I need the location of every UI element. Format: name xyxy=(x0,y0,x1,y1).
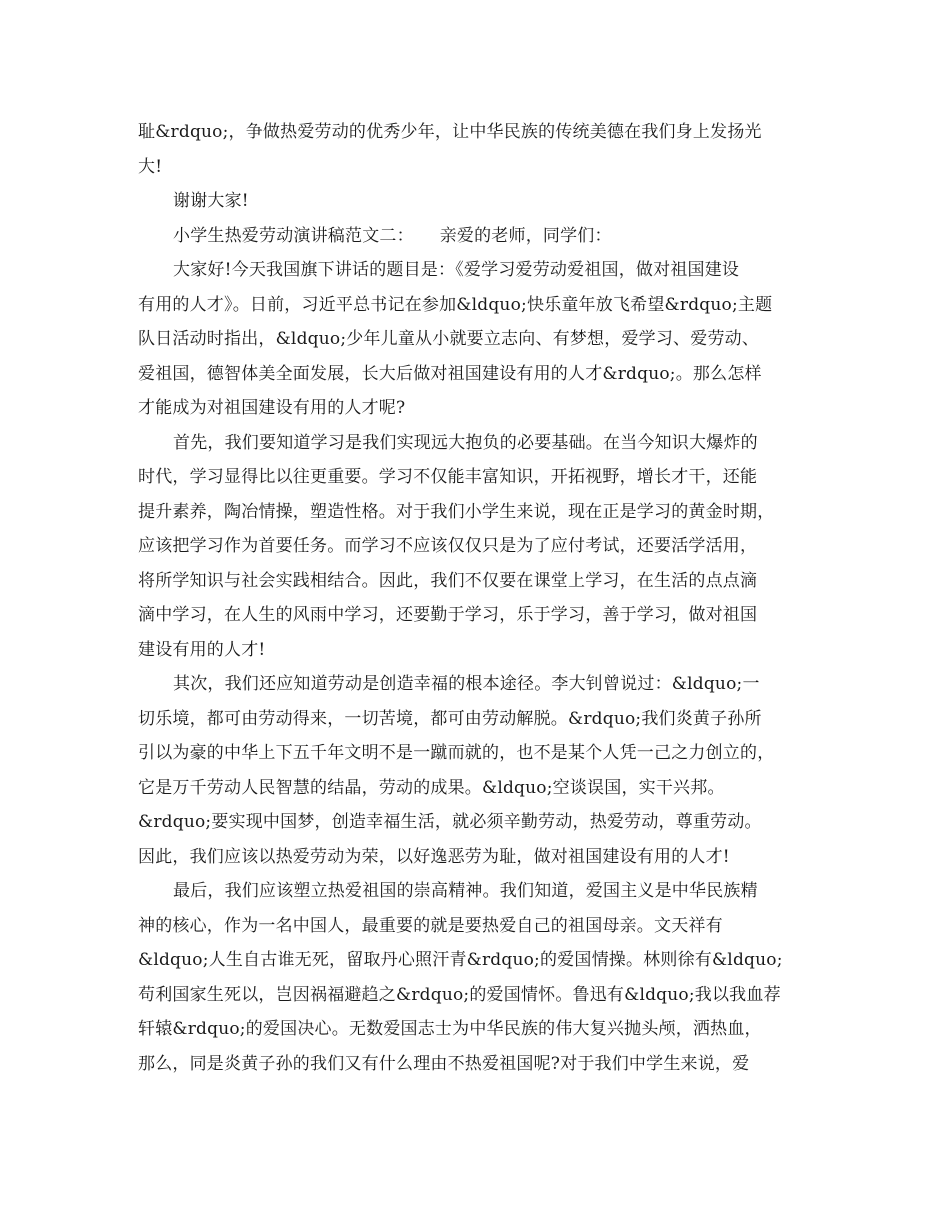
text-line: 大家好!今天我国旗下讲话的题目是：《爱学习爱劳动爱祖国，做对祖国建设 xyxy=(173,260,740,280)
text-line: 谢谢大家! xyxy=(173,191,249,211)
text-line: 小学生热爱劳动演讲稿范文二： 亲爱的老师，同学们： xyxy=(173,226,612,246)
text-line: 才能成为对祖国建设有用的人才呢? xyxy=(138,398,406,418)
text-line: 因此，我们应该以热爱劳动为荣，以好逸恶劳为耻，做对祖国建设有用的人才! xyxy=(138,847,730,867)
text-line: &ldquo;人生自古谁无死，留取丹心照汗青&rdquo;的爱国情操。林则徐有&ldquo; xyxy=(138,950,783,970)
text-line: 那么，同是炎黄子孙的我们又有什么理由不热爱祖国呢?对于我们中学生来说，爱 xyxy=(138,1054,750,1074)
text-line: 建设有用的人才! xyxy=(138,640,266,660)
text-line: &rdquo;要实现中国梦，创造幸福生活，就必须辛勤劳动，热爱劳动，尊重劳动。 xyxy=(138,812,762,832)
text-line: 应该把学习作为首要任务。而学习不应该仅仅只是为了应付考试，还要活学活用， xyxy=(138,536,758,556)
text-line: 首先，我们要知道学习是我们实现远大抱负的必要基础。在当今知识大爆炸的 xyxy=(173,433,758,453)
text-line: 轩辕&rdquo;的爱国决心。无数爱国志士为中华民族的伟大复兴抛头颅，洒热血， xyxy=(138,1019,762,1039)
text-line: 爱祖国，德智体美全面发展，长大后做对祖国建设有用的人才&rdquo;。那么怎样 xyxy=(138,364,762,384)
text-line: 神的核心，作为一名中国人，最重要的就是要热爱自己的祖国母亲。文天祥有 xyxy=(138,916,723,936)
text-line: 耻&rdquo;，争做热爱劳动的优秀少年，让中华民族的传统美德在我们身上发扬光 xyxy=(138,122,762,142)
text-line: 引以为豪的中华上下五千年文明不是一蹴而就的，也不是某个人凭一己之力创立的， xyxy=(138,743,775,763)
text-line: 有用的人才》。日前，习近平总书记在参加&ldquo;快乐童年放飞希望&rdquo;主题 xyxy=(138,295,773,315)
text-line: 最后，我们应该塑立热爱祖国的崇高精神。我们知道，爱国主义是中华民族精 xyxy=(173,881,758,901)
text-line: 队日活动时指出，&ldquo;少年儿童从小就要立志向、有梦想，爱学习、爱劳动、 xyxy=(138,329,760,349)
text-line: 提升素养，陶冶情操，塑造性格。对于我们小学生来说，现在正是学习的黄金时期， xyxy=(138,502,775,522)
text-line: 其次，我们还应知道劳动是创造幸福的根本途径。李大钊曾说过：&ldquo;一 xyxy=(173,674,760,694)
text-line: 苟利国家生死以，岂因祸福避趋之&rdquo;的爱国情怀。鲁迅有&ldquo;我以我血荐 xyxy=(138,985,781,1005)
text-line: 它是万千劳动人民智慧的结晶，劳动的成果。&ldquo;空谈误国，实干兴邦。 xyxy=(138,778,725,798)
text-line: 大! xyxy=(138,157,163,177)
text-line: 将所学知识与社会实践相结合。因此，我们不仅要在课堂上学习，在生活的点点滴 xyxy=(138,571,758,591)
text-line: 切乐境，都可由劳动得来，一切苦境，都可由劳动解脱。&rdquo;我们炎黄子孙所 xyxy=(138,709,762,729)
text-line: 时代，学习显得比以往更重要。学习不仅能丰富知识，开拓视野，增长才干，还能 xyxy=(138,467,758,487)
text-line: 滴中学习，在人生的风雨中学习，还要勤于学习，乐于学习，善于学习，做对祖国 xyxy=(138,605,758,625)
